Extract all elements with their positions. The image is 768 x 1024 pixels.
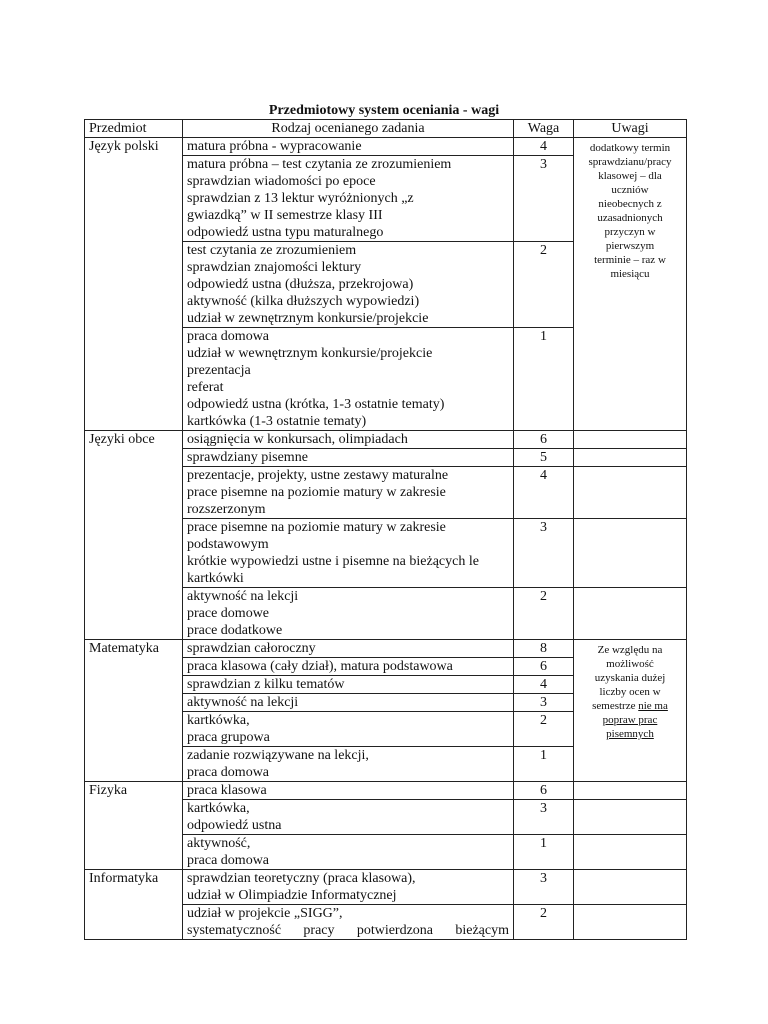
notes-cell-empty: [574, 782, 687, 800]
task-cell: [183, 588, 514, 640]
note-line: przyczyn w: [604, 226, 656, 238]
task-line: sprawdzian teoretyczny (praca klasowa),: [187, 871, 416, 886]
task-line: udział w projekcie „SIGG”,: [187, 906, 343, 921]
task-cell: [183, 431, 514, 449]
task-line: odpowiedź ustna typu maturalnego: [187, 225, 384, 240]
task-line: sprawdzian z kilku tematów: [187, 677, 345, 692]
subject-cell: Języki obce: [85, 431, 183, 640]
notes-cell: [574, 138, 687, 431]
task-line: aktywność (kilka dłuższych wypowiedzi): [187, 294, 420, 309]
task-cell: [183, 519, 514, 588]
note-line: uzyskania dużej: [594, 672, 666, 684]
weight-cell: 2: [514, 242, 574, 328]
weight-cell: 5: [514, 449, 574, 467]
note-line: terminie – raz w: [594, 254, 666, 266]
task-line: aktywność,: [187, 836, 251, 851]
task-line: sprawdzian z 13 lektur wyróżnionych „z: [187, 191, 414, 206]
weight-cell: 1: [514, 747, 574, 782]
weight-cell: 4: [514, 138, 574, 156]
document-title: Przedmiotowy system oceniania - wagi: [268, 103, 500, 118]
task-line: test czytania ze zrozumieniem: [187, 243, 357, 258]
header-przedmiot: Przedmiot: [85, 120, 183, 138]
note-underlined: pisemnych: [606, 728, 654, 740]
weight-cell: 6: [514, 782, 574, 800]
task-line: gwiazdką” w II semestrze klasy III: [187, 208, 383, 223]
note-text: semestrze: [592, 700, 639, 712]
task-line: sprawdzian wiadomości po epoce: [187, 174, 376, 189]
subject-cell: Matematyka: [85, 640, 183, 782]
weight-cell: 2: [514, 905, 574, 940]
task-line: sprawdzian całoroczny: [187, 641, 316, 656]
weight-cell: 2: [514, 588, 574, 640]
task-line: matura próbna – test czytania ze zrozumieniem: [187, 157, 452, 172]
note-line: Ze względu na: [597, 644, 663, 656]
task-line: praca klasowa: [187, 783, 267, 798]
task-line: prezentacja: [187, 363, 251, 378]
task-line: podstawowym: [187, 537, 269, 552]
notes-cell-empty: [574, 431, 687, 449]
task-line: prace domowe: [187, 606, 270, 621]
weight-cell: 2: [514, 712, 574, 747]
task-line: odpowiedź ustna (krótka, 1-3 ostatnie tematy): [187, 397, 445, 412]
task-line: aktywność na lekcji: [187, 695, 299, 710]
task-line: kartkówki: [187, 571, 244, 586]
task-cell: [183, 747, 514, 782]
task-cell: [183, 905, 514, 940]
weight-cell: 3: [514, 870, 574, 905]
task-cell: [183, 835, 514, 870]
task-cell: [183, 138, 514, 156]
task-cell: [183, 800, 514, 835]
task-line: referat: [187, 380, 224, 395]
task-line: praca domowa: [187, 853, 270, 868]
weight-cell: 3: [514, 694, 574, 712]
note-line: nieobecnych z: [598, 198, 662, 210]
grading-weights-table: [84, 119, 687, 940]
header-uwagi: Uwagi: [574, 120, 687, 138]
task-line: matura próbna - wypracowanie: [187, 139, 362, 154]
weight-cell: 6: [514, 658, 574, 676]
notes-cell: [574, 640, 687, 782]
task-cell: [183, 640, 514, 658]
notes-cell-empty: [574, 588, 687, 640]
task-line: prace dodatkowe: [187, 623, 283, 638]
weight-cell: 3: [514, 519, 574, 588]
note-line: sprawdzianu/pracy: [588, 156, 672, 168]
task-cell: [183, 782, 514, 800]
notes-cell-empty: [574, 870, 687, 905]
task-cell: [183, 449, 514, 467]
note-line: dodatkowy termin: [589, 142, 671, 154]
task-line: odpowiedź ustna: [187, 818, 282, 833]
table-row: [85, 431, 687, 449]
task-line: praca domowa: [187, 765, 270, 780]
notes-cell-empty: [574, 449, 687, 467]
task-cell: [183, 870, 514, 905]
task-line: udział w wewnętrznym konkursie/projekcie: [187, 346, 433, 361]
notes-cell-empty: [574, 835, 687, 870]
task-line: krótkie wypowiedzi ustne i pisemne na bieżących le: [187, 554, 479, 569]
note-line: uzasadnionych: [597, 212, 663, 224]
weight-cell: 6: [514, 431, 574, 449]
table-header-row: [85, 120, 687, 138]
task-cell: [183, 328, 514, 431]
table-row: [85, 138, 687, 156]
subject-cell: Fizyka: [85, 782, 183, 870]
task-line: systematyczność pracy potwierdzona bieżącym: [187, 923, 509, 938]
notes-cell-empty: [574, 467, 687, 519]
task-line: praca grupowa: [187, 730, 270, 745]
note-line: możliwość: [606, 658, 654, 670]
subject-cell: Język polski: [85, 138, 183, 431]
task-cell: [183, 242, 514, 328]
task-cell: [183, 712, 514, 747]
task-line: udział w Olimpiadzie Informatycznej: [187, 888, 397, 903]
task-line: praca domowa: [187, 329, 270, 344]
task-line: prezentacje, projekty, ustne zestawy maturalne: [187, 468, 449, 483]
task-line: osiągnięcia w konkursach, olimpiadach: [187, 432, 408, 447]
task-cell: [183, 467, 514, 519]
task-line: kartkówka (1-3 ostatnie tematy): [187, 414, 367, 429]
header-rodzaj: Rodzaj ocenianego zadania: [183, 120, 514, 138]
note-line: miesiącu: [610, 268, 650, 280]
task-line: prace pisemne na poziomie matury w zakresie: [187, 520, 446, 535]
weight-cell: 1: [514, 835, 574, 870]
weight-cell: 3: [514, 800, 574, 835]
weight-cell: 4: [514, 676, 574, 694]
task-line: kartkówka,: [187, 713, 250, 728]
task-line: zadanie rozwiązywane na lekcji,: [187, 748, 369, 763]
task-cell: [183, 156, 514, 242]
note-line: liczby ocen w: [599, 686, 661, 698]
note-line: pierwszym: [605, 240, 655, 252]
task-line: odpowiedź ustna (dłuższa, przekrojowa): [187, 277, 414, 292]
task-line: kartkówka,: [187, 801, 250, 816]
notes-cell-empty: [574, 800, 687, 835]
task-line: prace pisemne na poziomie matury w zakresie: [187, 485, 446, 500]
note-underlined: popraw prac: [602, 714, 658, 726]
note-line: [578, 699, 682, 713]
table-row: [85, 870, 687, 905]
note-line: klasowej – dla: [598, 170, 662, 182]
table-row: [85, 640, 687, 658]
weight-cell: 4: [514, 467, 574, 519]
table-row: [85, 782, 687, 800]
task-line: udział w zewnętrznym konkursie/projekcie: [187, 311, 429, 326]
task-cell: [183, 658, 514, 676]
task-line: sprawdziany pisemne: [187, 450, 308, 465]
task-line: rozszerzonym: [187, 502, 266, 517]
weight-cell: 1: [514, 328, 574, 431]
notes-cell-empty: [574, 519, 687, 588]
task-line: sprawdzian znajomości lektury: [187, 260, 362, 275]
task-line: praca klasowa (cały dział), matura podstawowa: [187, 659, 453, 674]
task-line: aktywność na lekcji: [187, 589, 299, 604]
note-line: uczniów: [611, 184, 649, 196]
weight-cell: 3: [514, 156, 574, 242]
note-underlined: nie ma: [638, 700, 668, 712]
task-cell: [183, 676, 514, 694]
header-waga: Waga: [514, 120, 574, 138]
task-cell: [183, 694, 514, 712]
subject-cell: Informatyka: [85, 870, 183, 940]
notes-cell-empty: [574, 905, 687, 940]
weight-cell: 8: [514, 640, 574, 658]
